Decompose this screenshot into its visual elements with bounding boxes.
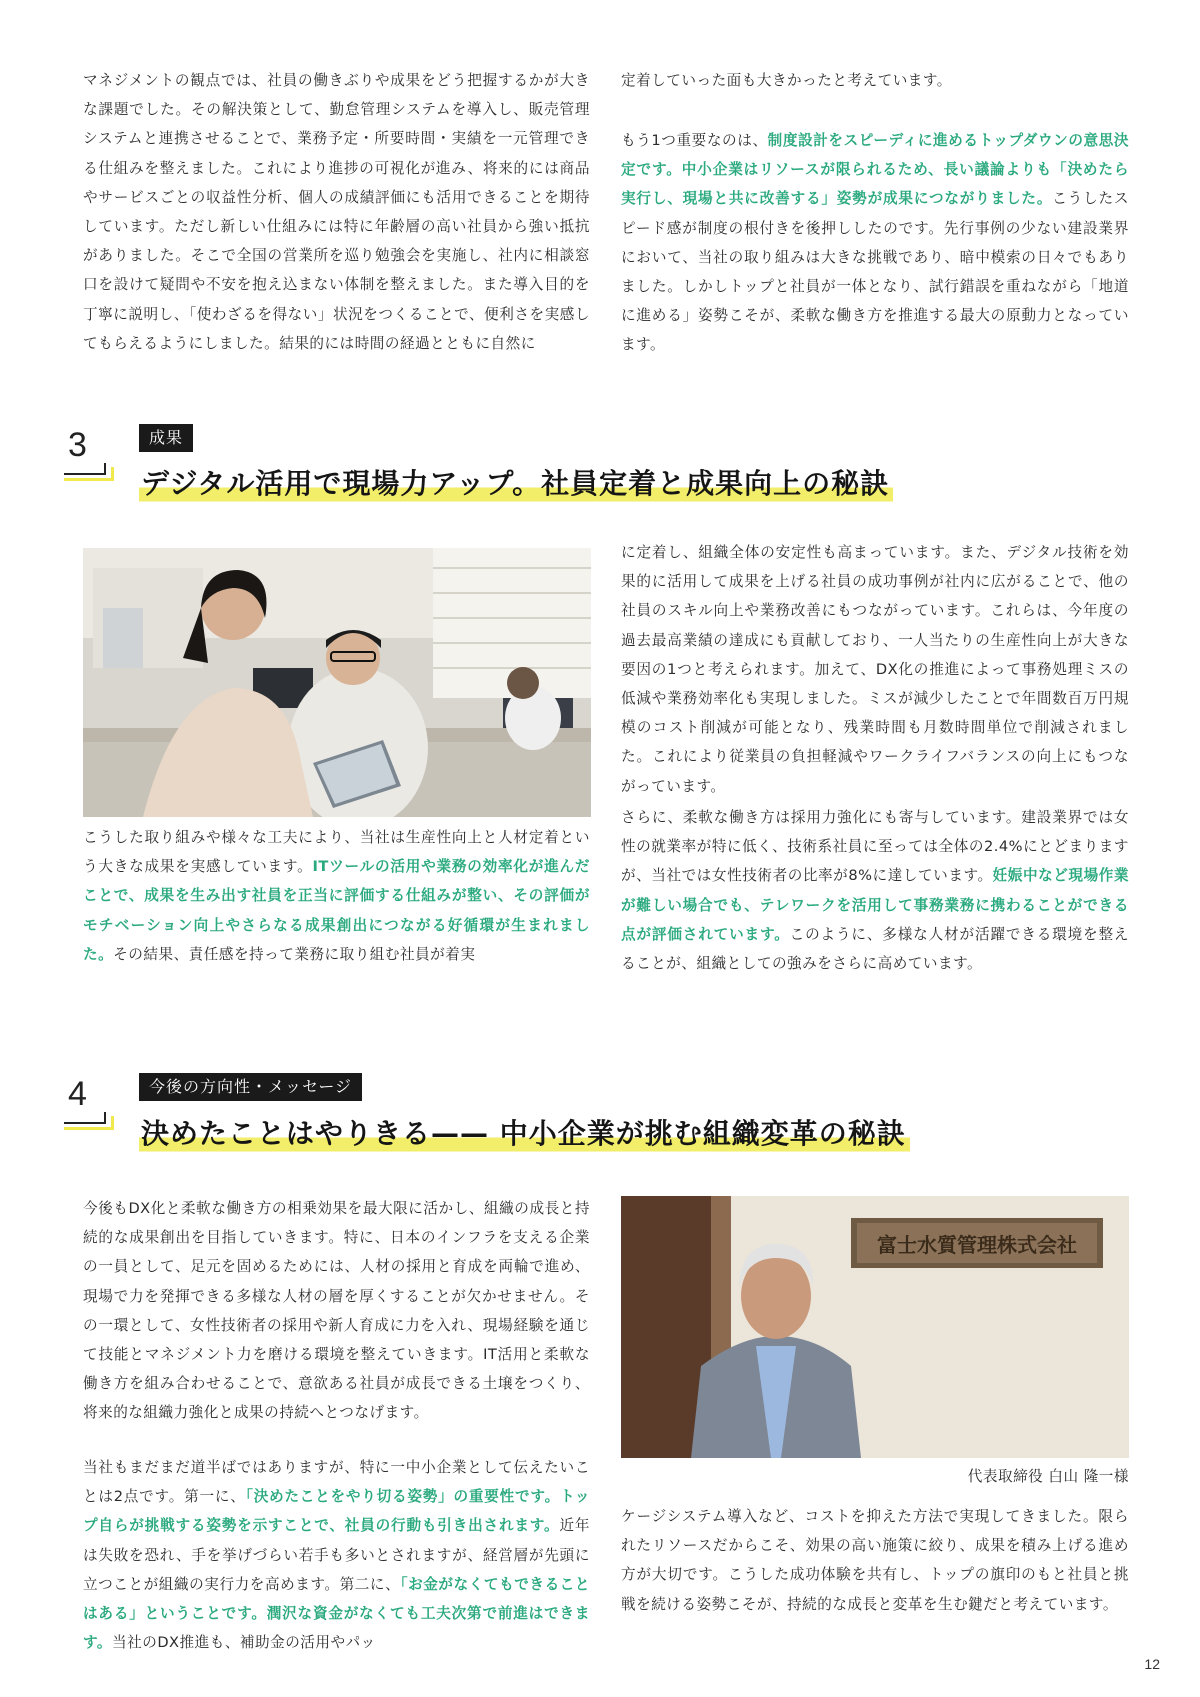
photo-caption: 代表取締役 白山 隆一様: [967, 1468, 1129, 1485]
president-portrait-photo: [621, 1196, 1129, 1458]
intro-right-paragraph-2: [621, 126, 1129, 360]
section-4-right-paragraph: ケージシステム導入など、コストを抑えた方法で実現してきました。限られたリソースだからこそ、効果の高い施策に絞り、成果を積み上げる進め方が大切です。こうした成功体験を共有し、トップの旗印のもと社員と挑戦を続ける姿勢こそが、持続的な成長と変革を生む鍵だと考えています。: [621, 1508, 1129, 1613]
text-run: 当社もまだまだ道半ばではありますが、特に一中小企業として伝えたいことは2点です。第一に、: [83, 1459, 590, 1506]
section-number-text: 3: [68, 426, 87, 464]
text-run: もう1つ重要なのは、: [621, 132, 768, 149]
text-run: その結果、責任感を持って業務に取り組む社員が着実: [113, 945, 476, 963]
portrait-illustration: [621, 1196, 1129, 1458]
highlight-text: 「お金がなくてもできることはある」ということです。潤沢な資金がなくても工夫次第で前進はできます。: [83, 1575, 590, 1652]
text-run: このように、多様な人材が活躍できる環境を整えることが、組織としての強みをさらに高めています。: [621, 925, 1129, 973]
section-3-right-paragraph-1: に定着し、組織全体の安定性も高まっています。また、デジタル技術を効果的に活用して成果を上げる社員の成功事例が社内に広がることで、他の社員のスキル向上や業務改善にもつながっています。これらは、今年度の過去最高業績の達成にも貢献しており、一人当たりの生産性向上が大きな要因の1つと考えられます。加えて、DX化の推進によって事務処理ミスの低減や業務効率化も実現しました。ミスが減少したことで年間数百万円規模のコスト削減が可能となり、残業時間も月数時間単位で削減されました。これにより従業員の負担軽減やワークライフバランスの向上にもつながっています。: [621, 544, 1129, 795]
bracket-decoration: [64, 1112, 106, 1124]
office-tablet-photo: [83, 548, 591, 817]
page-number: 12: [1144, 1656, 1160, 1672]
text-run: 近年は失敗を恐れ、手を挙げづらい若手も多いとされますが、経営層が先頭に立つことが組織の実行力を高めます。第二に、: [83, 1517, 590, 1593]
section-3-heading: デジタル活用で現場力アップ。社員定着と成果向上の秘訣: [139, 463, 893, 505]
text-run: こうした取り組みや様々な工夫により、当社は生産性向上と人材定着という大きな成果を実感しています。: [83, 829, 590, 876]
section-3-tag: 成果: [139, 424, 193, 452]
section-4-tag: 今後の方向性・メッセージ: [139, 1073, 362, 1101]
text-run: 当社のDX推進も、補助金の活用やパッ: [112, 1634, 376, 1652]
intro-right-paragraph-1: 定着していった面も大きかったと考えています。: [621, 72, 952, 89]
section-3-right-paragraph-2: [621, 803, 1129, 978]
section-number-text: 4: [68, 1075, 87, 1113]
text-run: さらに、柔軟な働き方は採用力強化にも寄与しています。建設業界では女性の就業率が特に低く、技術系社員に至っては全体の2.4%にとどまりますが、当社では女性技術者の比率が8%に達しています。: [621, 809, 1129, 885]
highlight-text: 妊娠中など現場作業が難しい場合でも、テレワークを活用して事務業務に携わることができる点が評価されています。: [621, 867, 1129, 943]
office-photo-illustration: [83, 548, 591, 817]
section-4-number: [64, 1074, 114, 1124]
section-4-left-paragraph-1: 今後もDX化と柔軟な働き方の相乗効果を最大限に活かし、組織の成長と持続的な成果創出を目指していきます。特に、日本のインフラを支える企業の一員として、足元を固めるためには、人材の採用と育成を両輪で進め、現場で力を発揮できる多様な人材の層を厚くすることが欠かせません。その一環として、女性技術者の採用や新人育成に力を入れ、現場経験を通じて技能とマネジメント力を磨ける環境を整えていきます。IT活用と柔軟な働き方を組み合わせることで、意欲ある社員が成長できる土壌をつくり、将来的な組織力強化と成果の持続へとつなげます。: [83, 1200, 590, 1422]
highlight-text: 「決めたことをやり切る姿勢」の重要性です。トップ自らが挑戦する姿勢を示すことで、社員の行動も引き出されます。: [83, 1488, 590, 1535]
section-4-heading: 決めたことはやりきる—— 中小企業が挑む組織変革の秘訣: [139, 1113, 910, 1155]
highlight-text: ITツールの活用や業務の効率化が進んだことで、成果を生み出す社員を正当に評価する仕組みが整い、その評価がモチベーション向上やさらなる成果創出につながる好循環が生まれました。: [83, 858, 590, 963]
intro-left-paragraph: マネジメントの観点では、社員の働きぶりや成果をどう把握するかが大きな課題でした。その解決策として、勤怠管理システムを導入し、販売管理システムと連携させることで、業務予定・所要時間・実績を一元管理できる仕組みを整えました。これにより進捗の可視化が進み、将来的には商品やサービスごとの収益性分析、個人の成績評価にも活用できることを期待しています。ただし新しい仕組みには特に年齢層の高い社員から強い抵抗がありました。そこで全国の営業所を巡り勉強会を実施し、社内に相談窓口を設けて疑問や不安を抱え込まない体制を整えました。また導入目的を丁寧に説明し、「使わざるを得ない」状況をつくることで、便利さを実感してもらえるようにしました。結果的には時間の経過とともに自然に: [83, 72, 590, 352]
section-4-left-paragraph-2: [83, 1453, 590, 1657]
section-3-left-paragraph: [83, 823, 590, 969]
text-run: こうしたスピード感が制度の根付きを後押ししたのです。先行事例の少ない建設業界において、当社の取り組みは大きな挑戦であり、暗中模索の日々でもありました。しかしトップと社員が一体となり、試行錯誤を重ねながら「地道に進める」姿勢こそが、柔軟な働き方を推進する最大の原動力となっています。: [621, 190, 1129, 354]
highlight-text: 制度設計をスピーディに進めるトップダウンの意思決定です。中小企業はリソースが限られるため、長い議論よりも「決めたら実行し、現場と共に改善する」姿勢が成果につながりました。: [621, 132, 1129, 208]
company-sign-text: 富士水質管理株式会社: [877, 1233, 1077, 1257]
section-3-number: [64, 425, 114, 475]
bracket-decoration: [64, 463, 106, 475]
